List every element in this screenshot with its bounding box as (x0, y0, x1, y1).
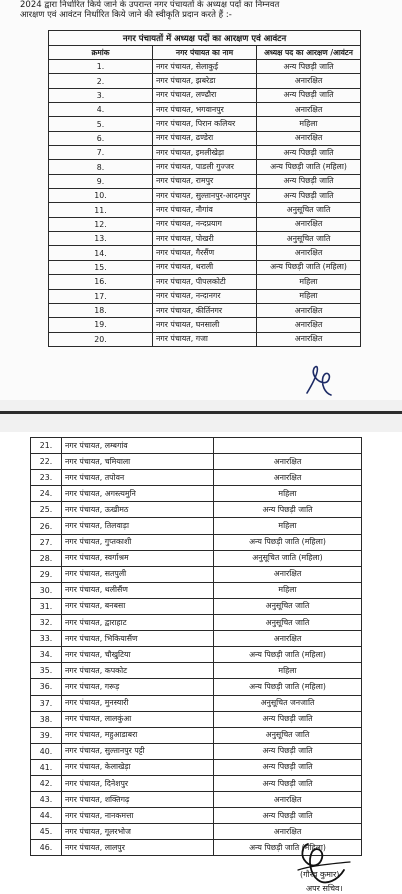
serial-number-cell: 29. (31, 566, 62, 582)
serial-number-cell: 5. (49, 117, 153, 131)
serial-number-cell: 4. (49, 103, 153, 117)
reservation-cell: अनारक्षित (257, 103, 361, 117)
reservation-cell: अन्य पिछड़ी जाति (257, 146, 361, 160)
table-row (49, 189, 361, 203)
serial-number-cell: 31. (31, 598, 62, 614)
table-row (49, 131, 361, 145)
serial-number-cell: 41. (31, 759, 62, 775)
reservation-cell: अन्य पिछड़ी जाति (महिला) (257, 260, 361, 274)
panchayat-name-cell: नगर पंचायत, ढण्डेरा (153, 131, 257, 145)
serial-number-cell: 18. (49, 303, 153, 317)
reservation-cell: महिला (214, 518, 362, 534)
header-serial: क्रमांक (49, 46, 153, 60)
reservation-cell: अनारक्षित (257, 246, 361, 260)
panchayat-name-cell: नगर पंचायत, चमियाला (62, 454, 214, 470)
reservation-cell: अन्य पिछड़ी जाति (257, 189, 361, 203)
reservation-cell: महिला (214, 582, 362, 598)
reservation-cell: अनारक्षित (257, 303, 361, 317)
serial-number-cell: 24. (31, 486, 62, 502)
table-body-2 (31, 438, 362, 856)
reservation-cell: अनारक्षित (257, 131, 361, 145)
reservation-cell: अन्य पिछड़ी जाति (महिला) (214, 534, 362, 550)
panchayat-name-cell: नगर पंचायत, इमलीखेड़ा (153, 146, 257, 160)
panchayat-name-cell: नगर पंचायत, सतपुली (62, 566, 214, 582)
serial-number-cell: 1. (49, 60, 153, 74)
panchayat-name-cell: नगर पंचायत, तिलवाड़ा (62, 518, 214, 534)
reservation-cell: अन्य पिछड़ी जाति (257, 60, 361, 74)
table-row (49, 117, 361, 131)
panchayat-name-cell: नगर पंचायत, बनबसा (62, 598, 214, 614)
serial-number-cell: 35. (31, 663, 62, 679)
table-row (31, 695, 362, 711)
panchayat-name-cell: नगर पंचायत, अगस्त्यमुनि (62, 486, 214, 502)
reservation-cell: महिला (214, 663, 362, 679)
reservation-cell: अन्य पिछड़ी जाति (214, 711, 362, 727)
table-row (31, 582, 362, 598)
serial-number-cell: 28. (31, 550, 62, 566)
table-row (49, 303, 361, 317)
panchayat-name-cell: नगर पंचायत, गूलरभोज (62, 824, 214, 840)
reservation-cell: अन्य पिछड़ी जाति (214, 502, 362, 518)
serial-number-cell: 7. (49, 146, 153, 160)
table-row (31, 518, 362, 534)
panchayat-name-cell: नगर पंचायत, थराली (153, 260, 257, 274)
table-row (31, 743, 362, 759)
reservation-cell: अनारक्षित (257, 332, 361, 346)
reservation-cell: अनारक्षित (214, 824, 362, 840)
panchayat-name-cell: नगर पंचायत, पोखरी (153, 232, 257, 246)
reservation-cell: अन्य पिछड़ी जाति (214, 775, 362, 791)
panchayat-name-cell: नगर पंचायत, लालपुर (62, 840, 214, 856)
panchayat-name-cell: नगर पंचायत, सुल्तानपुर पट्टी (62, 743, 214, 759)
panchayat-name-cell: नगर पंचायत, पीपलकोटी (153, 275, 257, 289)
serial-number-cell: 39. (31, 727, 62, 743)
table-row (31, 615, 362, 631)
panchayat-name-cell: नगर पंचायत, गुप्तकाशी (62, 534, 214, 550)
serial-number-cell: 30. (31, 582, 62, 598)
reservation-cell: अनुसूचित जाति (257, 232, 361, 246)
serial-number-cell: 36. (31, 679, 62, 695)
serial-number-cell: 15. (49, 260, 153, 274)
panchayat-name-cell: नगर पंचायत, मुनस्यारी (62, 695, 214, 711)
table-row (49, 332, 361, 346)
serial-number-cell: 32. (31, 615, 62, 631)
reservation-cell: अन्य पिछड़ी जाति (214, 743, 362, 759)
serial-number-cell: 21. (31, 438, 62, 454)
serial-number-cell: 33. (31, 631, 62, 647)
panchayat-name-cell: नगर पंचायत, भगवानपुर (153, 103, 257, 117)
intro-text (20, 0, 395, 20)
serial-number-cell: 27. (31, 534, 62, 550)
intro-line: आरक्षण एवं आवंटन निर्धारित किये जाने की स्वीकृति प्रदान करते हैं :- (20, 10, 232, 20)
reservation-cell: अनुसूचित जाति (महिला) (214, 550, 362, 566)
reservation-cell: महिला (257, 117, 361, 131)
table-row (31, 775, 362, 791)
reservation-cell: अन्य पिछड़ी जाति (257, 88, 361, 102)
signatory-designation: अपर सचिव। (306, 884, 343, 893)
serial-number-cell: 8. (49, 160, 153, 174)
panchayat-name-cell: नगर पंचायत, गजा (153, 332, 257, 346)
table-row (31, 502, 362, 518)
table-row (49, 103, 361, 117)
document-page-1 (0, 0, 402, 400)
serial-number-cell: 6. (49, 131, 153, 145)
serial-number-cell: 43. (31, 792, 62, 808)
serial-number-cell: 17. (49, 289, 153, 303)
panchayat-name-cell: नगर पंचायत, घनसाली (153, 318, 257, 332)
page-gap (0, 400, 402, 432)
table-row (49, 246, 361, 260)
panchayat-name-cell: नगर पंचायत, नानकमत्ता (62, 808, 214, 824)
table-row (31, 759, 362, 775)
reservation-cell: अनारक्षित (214, 454, 362, 470)
serial-number-cell: 37. (31, 695, 62, 711)
serial-number-cell: 45. (31, 824, 62, 840)
reservation-cell: महिला (257, 275, 361, 289)
panchayat-name-cell: नगर पंचायत, लालकुंआ (62, 711, 214, 727)
table-row (31, 679, 362, 695)
page-divider (0, 411, 402, 414)
table-row (31, 647, 362, 663)
reservation-cell: अनुसूचित जाति (257, 203, 361, 217)
reservation-cell: अनारक्षित (257, 318, 361, 332)
table-row (31, 470, 362, 486)
table-row (31, 454, 362, 470)
serial-number-cell: 34. (31, 647, 62, 663)
reservation-cell: अनारक्षित (214, 792, 362, 808)
serial-number-cell: 26. (31, 518, 62, 534)
panchayat-name-cell: नगर पंचायत, तपोवन (62, 470, 214, 486)
reservation-cell: अन्य पिछड़ी जाति (महिला) (214, 679, 362, 695)
serial-number-cell: 19. (49, 318, 153, 332)
table-row (31, 550, 362, 566)
reservation-table-2 (30, 437, 362, 856)
table-row (31, 534, 362, 550)
panchayat-name-cell: नगर पंचायत, झबरेडा (153, 74, 257, 88)
reservation-cell: महिला (214, 486, 362, 502)
initials-signature (303, 363, 335, 397)
reservation-cell: अनारक्षित (257, 217, 361, 231)
table-row (49, 160, 361, 174)
serial-number-cell: 40. (31, 743, 62, 759)
serial-number-cell: 13. (49, 232, 153, 246)
signatory-name: (गौरव कुमार) (300, 870, 340, 879)
header-panchayat-name: नगर पंचायत का नाम (153, 46, 257, 60)
reservation-cell: अनारक्षित (214, 631, 362, 647)
serial-number-cell: 23. (31, 470, 62, 486)
panchayat-name-cell: नगर पंचायत, कपकोट (62, 663, 214, 679)
table-row (31, 598, 362, 614)
reservation-cell: अन्य पिछड़ी जाति (214, 759, 362, 775)
panchayat-name-cell: नगर पंचायत, रामपुर (153, 174, 257, 188)
panchayat-name-cell: नगर पंचायत, ऊखीमठ (62, 502, 214, 518)
reservation-table-1 (48, 30, 361, 347)
table-row (49, 318, 361, 332)
table-row (31, 727, 362, 743)
table-row (49, 275, 361, 289)
table-row (31, 438, 362, 454)
panchayat-name-cell: नगर पंचायत, केलाखेड़ा (62, 759, 214, 775)
panchayat-name-cell: नगर पंचायत, नन्दप्रयाग (153, 217, 257, 231)
table-row (49, 88, 361, 102)
reservation-cell: अनुसूचित जाति (214, 615, 362, 631)
table-row (49, 60, 361, 74)
reservation-cell: अनुसूचित जाति (214, 598, 362, 614)
serial-number-cell: 2. (49, 74, 153, 88)
panchayat-name-cell: नगर पंचायत, गरूड़ (62, 679, 214, 695)
panchayat-name-cell: नगर पंचायत, थलीसैंण (62, 582, 214, 598)
table-row (49, 174, 361, 188)
reservation-cell: अन्य पिछड़ी जाति (महिला) (214, 840, 362, 856)
panchayat-name-cell: नगर पंचायत, भिकियासैंण (62, 631, 214, 647)
table-row (31, 663, 362, 679)
panchayat-name-cell: नगर पंचायत, गैरसैंण (153, 246, 257, 260)
reservation-cell: अन्य पिछड़ी जाति (214, 808, 362, 824)
table-row (31, 792, 362, 808)
serial-number-cell: 20. (49, 332, 153, 346)
panchayat-name-cell: नगर पंचायत, चौखुटिया (62, 647, 214, 663)
panchayat-name-cell: नगर पंचायत, शक्तिगढ़ (62, 792, 214, 808)
serial-number-cell: 9. (49, 174, 153, 188)
table-title: नगर पंचायतों में अध्यक्ष पदों का आरक्षण एवं आवंटन (49, 31, 361, 46)
panchayat-name-cell: नगर पंचायत, सुल्तानपुर-आदमपुर (153, 189, 257, 203)
serial-number-cell: 14. (49, 246, 153, 260)
serial-number-cell: 44. (31, 808, 62, 824)
intro-line: 2024 द्वारा निर्धारित किये जाने के उपरान्त नगर पंचायतों के अध्यक्ष पदों का निम्नवत (20, 0, 280, 10)
reservation-cell: अनुसूचित जाति (214, 727, 362, 743)
table-body-1 (49, 60, 361, 347)
panchayat-name-cell: नगर पंचायत, पिरान कलियर (153, 117, 257, 131)
serial-number-cell: 3. (49, 88, 153, 102)
document-page-2 (0, 432, 402, 894)
serial-number-cell: 46. (31, 840, 62, 856)
serial-number-cell: 12. (49, 217, 153, 231)
reservation-cell: अन्य पिछड़ी जाति (257, 174, 361, 188)
serial-number-cell: 25. (31, 502, 62, 518)
reservation-cell: महिला (257, 289, 361, 303)
serial-number-cell: 16. (49, 275, 153, 289)
serial-number-cell: 11. (49, 203, 153, 217)
reservation-cell: अन्य पिछड़ी जाति (महिला) (257, 160, 361, 174)
reservation-cell: अनारक्षित (257, 74, 361, 88)
panchayat-name-cell: नगर पंचायत, लम्बगांव (62, 438, 214, 454)
panchayat-name-cell: नगर पंचायत, नन्दानगर (153, 289, 257, 303)
panchayat-name-cell: नगर पंचायत, कीर्तिनगर (153, 303, 257, 317)
header-reservation: अध्यक्ष पद का आरक्षण /आवंटन (257, 46, 361, 60)
serial-number-cell: 42. (31, 775, 62, 791)
table-row (31, 631, 362, 647)
table-row (31, 486, 362, 502)
table-row (49, 289, 361, 303)
panchayat-name-cell: नगर पंचायत, दिनेशपुर (62, 775, 214, 791)
panchayat-name-cell: नगर पंचायत, नौगांव (153, 203, 257, 217)
panchayat-name-cell: नगर पंचायत, पाडली गुज्जर (153, 160, 257, 174)
reservation-cell (214, 438, 362, 454)
reservation-cell: अनुसूचित जनजाति (214, 695, 362, 711)
panchayat-name-cell: नगर पंचायत, महुआडाबरा (62, 727, 214, 743)
panchayat-name-cell: नगर पंचायत, द्वाराहाट (62, 615, 214, 631)
table-row (49, 74, 361, 88)
table-row (31, 824, 362, 840)
reservation-cell: अनारक्षित (214, 566, 362, 582)
table-row (49, 203, 361, 217)
panchayat-name-cell: नगर पंचायत, लण्ढौरा (153, 88, 257, 102)
table-row (31, 711, 362, 727)
table-row (49, 232, 361, 246)
serial-number-cell: 22. (31, 454, 62, 470)
table-row (31, 566, 362, 582)
reservation-cell: अन्य पिछड़ी जाति (महिला) (214, 647, 362, 663)
panchayat-name-cell: नगर पंचायत, स्वर्गाश्रम (62, 550, 214, 566)
reservation-cell: अनारक्षित (214, 470, 362, 486)
table-row (49, 146, 361, 160)
table-row (31, 808, 362, 824)
table-row (49, 217, 361, 231)
serial-number-cell: 10. (49, 189, 153, 203)
panchayat-name-cell: नगर पंचायत, सेलाकुई (153, 60, 257, 74)
serial-number-cell: 38. (31, 711, 62, 727)
table-row (49, 260, 361, 274)
